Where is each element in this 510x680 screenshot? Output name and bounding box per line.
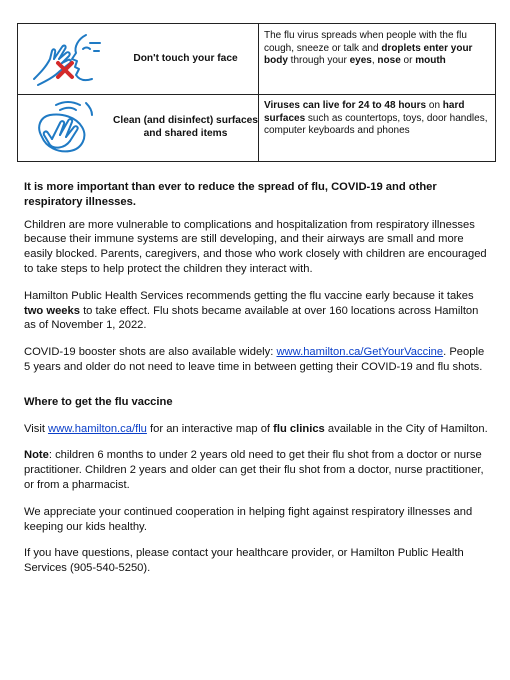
bold-text: Viruses can live for 24 to 48 hours xyxy=(264,100,427,111)
text: : children 6 months to under 2 years old need to get their flu shot from a doctor or nurse practitioner. Children 2 years and older can get their flu shot from a doctor, nurse practitioner, or from a pharmacist. xyxy=(24,449,484,491)
text: available in the City of Hamilton. xyxy=(324,422,488,435)
tip-row-face xyxy=(18,24,495,95)
text: or xyxy=(400,55,416,66)
paragraph-visit xyxy=(24,422,490,437)
bold-text: flu clinics xyxy=(273,422,325,435)
tip-label: Clean (and disinfect) surfaces and shared items xyxy=(113,115,258,139)
tip-description xyxy=(258,24,495,94)
flu-link[interactable]: www.hamilton.ca/flu xyxy=(48,422,147,435)
text: through your xyxy=(287,55,350,66)
paragraph-covid xyxy=(24,345,490,375)
text: such as countertops, toys, door handles, computer keyboards and phones xyxy=(264,112,488,136)
tip-icon-cell xyxy=(18,24,113,94)
where-heading: Where to get the flu vaccine xyxy=(24,395,173,408)
hand-wipe-icon xyxy=(26,97,106,157)
bold-text: hard surfaces xyxy=(264,100,465,124)
article-body xyxy=(24,180,490,576)
text: , xyxy=(371,55,378,66)
note-label: Note xyxy=(24,449,49,462)
paragraph-hph xyxy=(24,289,490,333)
text: for an interactive map of xyxy=(146,422,274,435)
text: The flu virus spreads when people with the flu cough, sneeze or talk and xyxy=(264,30,467,54)
text: . People 5 years and older do not need to leave time in between getting their COVID-19 and flu shots. xyxy=(24,346,485,373)
face-touch-icon xyxy=(28,29,108,89)
paragraph-appreciate: We appreciate your continued cooperation in helping fight against respiratory illnesses and keeping our kids healthy. xyxy=(24,505,473,533)
paragraph-note xyxy=(24,448,490,492)
bold-text: two weeks xyxy=(24,304,80,317)
text: on xyxy=(426,100,443,111)
text: Hamilton Public Health Services recommends getting the flu vaccine early because it takes xyxy=(24,289,474,302)
tip-label: Don't touch your face xyxy=(133,52,238,64)
bold-text: mouth xyxy=(415,55,446,66)
bold-text: eyes xyxy=(349,55,372,66)
tip-icon-cell xyxy=(18,94,113,161)
paragraph-children: Children are more vulnerable to complications and hospitalization from respiratory illnesses because their immune systems are still developing, and their airways are small and more easily blocked. Parents, caregivers, and those who work closely with children are encouraged to take steps to help protect the children they interact with. xyxy=(24,218,487,275)
bold-text: nose xyxy=(377,55,401,66)
text: to take effect. Flu shots became available at over 160 locations across Hamilton as of November 1, 2022. xyxy=(24,304,479,332)
tips-table xyxy=(17,23,496,162)
intro-heading: It is more important than ever to reduce the spread of flu, COVID-19 and other respiratory illnesses. xyxy=(24,181,437,208)
paragraph-questions: If you have questions, please contact your healthcare provider, or Hamilton Public Health Services (905-540-5250). xyxy=(24,547,464,575)
tip-description xyxy=(258,94,495,161)
text: COVID-19 booster shots are also available widely: xyxy=(24,346,277,359)
tip-row-clean xyxy=(18,94,495,161)
vaccine-link[interactable]: www.hamilton.ca/GetYourVaccine xyxy=(276,346,444,359)
bold-text: droplets enter your body xyxy=(264,42,473,66)
text: Visit xyxy=(24,422,49,435)
